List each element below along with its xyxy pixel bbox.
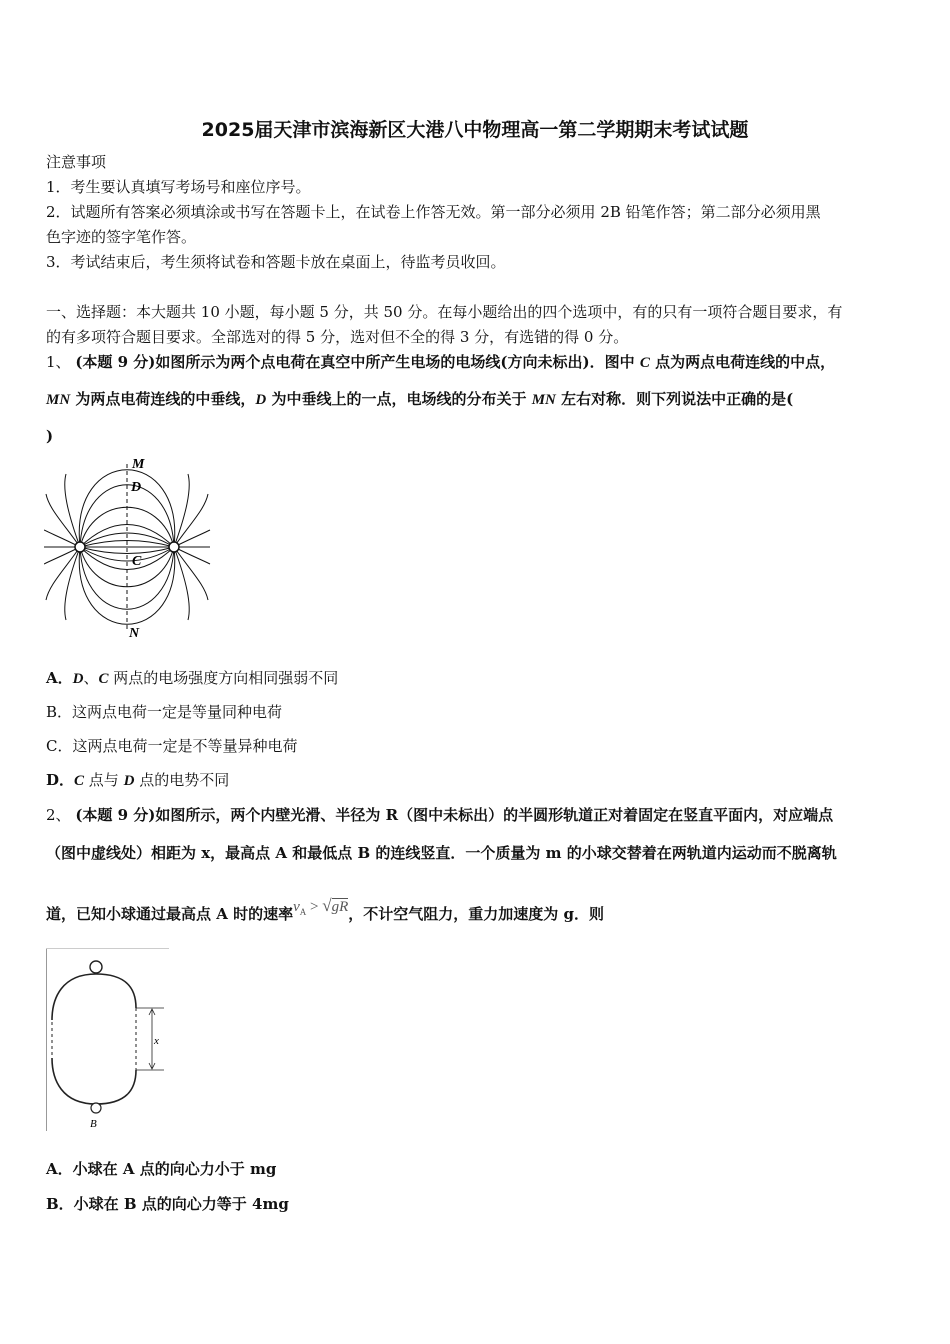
section-instructions-line2: 的有多项符合题目要求。全部选对的得 5 分，选对但不全的得 3 分，有选错的得 0 分。 xyxy=(46,328,629,346)
fig1-label-c: C xyxy=(132,554,142,569)
q1-option-b[interactable]: B．这两点电荷一定是等量同种电荷 xyxy=(46,703,283,721)
q1-point-c: C xyxy=(639,355,650,371)
fig1-label-d: D xyxy=(131,480,142,495)
q1-score: (本题 9 分) xyxy=(75,353,156,371)
fig2-label-b: B xyxy=(90,1118,97,1130)
q1-point-d: D xyxy=(255,392,267,408)
q1-option-a-d: D xyxy=(72,671,84,687)
q2-text-1: 如图所示，两个内壁光滑、半径为 R（图中未标出）的半圆形轨道正对着固定在竖直平面内，对应端点 xyxy=(155,806,834,824)
q2-option-a[interactable]: A．小球在 A 点的向心力小于 mg xyxy=(46,1160,277,1178)
field-lines-figure xyxy=(44,454,214,644)
q1-text-e: 左右对称．则下列说法中正确的是( xyxy=(555,390,794,408)
fig2-label-x: x xyxy=(154,1035,159,1047)
q1-option-d-letter: D． xyxy=(46,771,75,789)
q2-formula-sub: A xyxy=(299,907,307,917)
q2-line3 xyxy=(46,896,604,930)
q1-option-d-end: 点的电势不同 xyxy=(134,771,230,789)
q2-formula-gr: gR xyxy=(331,899,349,915)
ball-b xyxy=(91,1103,101,1113)
q1-line-mn: MN xyxy=(46,392,71,408)
q1-option-d-c: C xyxy=(74,773,85,789)
notice-heading: 注意事项 xyxy=(46,153,107,171)
q2-line1 xyxy=(46,805,833,825)
charge-left xyxy=(75,542,85,552)
q2-number: 2、 xyxy=(46,806,71,824)
notice-item-2: 2．试题所有答案必须填涂或书写在答题卡上，在试卷上作答无效。第一部分必须用 2B 铅笔作答；第二部分必须用黑 xyxy=(46,203,821,221)
q2-formula-gt: > xyxy=(310,899,319,915)
q2-line2: （图中虚线处）相距为 x，最高点 A 和最低点 B 的连线竖直．一个质量为 m 的小球交替着在两轨道内运动而不脱离轨 xyxy=(46,844,837,862)
charge-right xyxy=(169,542,179,552)
notice-item-1: 1．考生要认真填写考场号和座位序号。 xyxy=(46,178,311,196)
q1-option-a[interactable] xyxy=(46,668,338,689)
q1-number: 1、 xyxy=(46,353,71,371)
q1-text-c: 为两点电荷连线的中垂线， xyxy=(70,390,256,408)
fig1-label-n: N xyxy=(129,626,140,641)
q2-formula-v: v xyxy=(293,899,300,915)
q1-option-d-d: D xyxy=(123,773,135,789)
fig1-label-m: M xyxy=(132,457,145,472)
ball-a xyxy=(90,961,102,973)
q1-line1 xyxy=(46,352,835,373)
q1-text-a: 如图所示为两个点电荷在真空中所产生电场的电场线(方向未标出)．图中 xyxy=(155,353,640,371)
q1-text-b: 点为两点电荷连线的中点， xyxy=(649,353,836,371)
q1-option-c[interactable]: C．这两点电荷一定是不等量异种电荷 xyxy=(46,737,298,755)
q2-formula xyxy=(293,896,348,922)
section-instructions-line1: 一、选择题：本大题共 10 小题，每小题 5 分，共 50 分。在每小题给出的四个选项中，有的只有一项符合题目要求，有 xyxy=(46,303,843,321)
track-figure xyxy=(46,948,171,1133)
notice-item-2-cont: 色字迹的签字笔作答。 xyxy=(46,228,197,246)
q1-option-a-c: C xyxy=(98,671,109,687)
q1-option-d-mid: 点与 xyxy=(84,771,124,789)
q2-score: (本题 9 分) xyxy=(75,806,156,824)
q1-line-mn-2: MN xyxy=(531,392,556,408)
q1-option-a-sep: 、 xyxy=(83,669,99,687)
q1-paren-close: ) xyxy=(46,427,54,445)
q1-text-d: 为中垂线上的一点，电场线的分布关于 xyxy=(266,390,532,408)
q2-option-b[interactable]: B．小球在 B 点的向心力等于 4mg xyxy=(46,1195,289,1213)
notice-item-3: 3．考试结束后，考生须将试卷和答题卡放在桌面上，待监考员收回。 xyxy=(46,253,506,271)
q1-option-a-text: 两点的电场强度方向相同强弱不同 xyxy=(108,669,339,687)
page-title: 2025届天津市滨海新区大港八中物理高一第二学期期末考试试题 xyxy=(201,119,749,141)
q1-option-d[interactable] xyxy=(46,770,229,791)
q2-formula-sqrt: √ xyxy=(322,896,332,915)
q2-text-3a: 道，已知小球通过最高点 A 时的速率 xyxy=(46,905,294,923)
q1-line2 xyxy=(46,389,793,410)
q2-text-3b: ，不计空气阻力，重力加速度为 g．则 xyxy=(348,905,604,923)
q1-option-a-letter: A． xyxy=(46,669,73,687)
